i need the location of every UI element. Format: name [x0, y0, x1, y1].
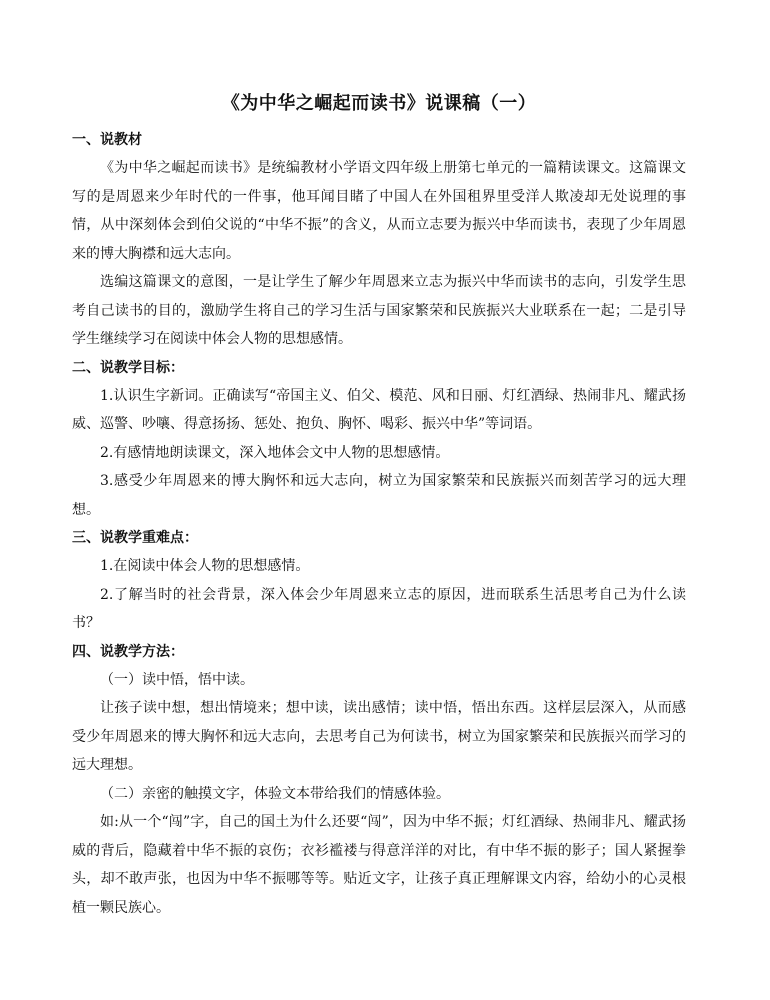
section-heading: 四、说教学方法： — [72, 643, 184, 660]
paragraph: 3.感受少年周恩来的博大胸怀和远大志向，树立为国家繁荣和民族振兴而刻苦学习的远大理想。 — [72, 473, 686, 518]
paragraph: 2.有感情地朗读课文，深入地体会文中人物的思想感情。 — [100, 444, 450, 461]
paragraph: 如:从一个“闯”字，自己的国土为什么还要“闯”，因为中华不振；灯红酒绿、热闹非凡、耀武扬威的背后，隐藏着中华不振的哀伤；衣衫褴褛与得意洋洋的对比，有中华不振的影子；国人紧握拳头，却不敢声张，也因为中华不振哪等等。贴近文字，让孩子真正理解课文内容，给幼小的心灵根植一颗民族心。 — [72, 814, 686, 916]
section-heading: 二、说教学目标： — [72, 359, 184, 376]
paragraph: 让孩子读中想，想出情境来；想中读，读出感情；读中悟，悟出东西。这样层层深入，从而感受少年周恩来的博大胸怀和远大志向，去思考自己为何读书，树立为国家繁荣和民族振兴而学习的远大理想。 — [72, 700, 686, 773]
section-teaching-goals — [72, 354, 686, 525]
paragraph: 1.认识生字新词。正确读写“帝国主义、伯父、模范、风和日丽、灯红酒绿、热闹非凡、耀武扬威、巡警、吵嚷、得意扬扬、惩处、抱负、胸怀、喝彩、振兴中华”等词语。 — [72, 387, 686, 432]
section-textbook — [72, 126, 686, 354]
paragraph: 2.了解当时的社会背景，深入体会少年周恩来立志的原因，进而联系生活思考自己为什么读书？ — [72, 586, 686, 631]
section-key-points — [72, 524, 686, 638]
section-heading: 一、说教材 — [72, 132, 142, 148]
paragraph: （一）读中悟，悟中读。 — [100, 671, 254, 688]
section-heading: 三、说教学重难点： — [72, 530, 198, 546]
section-teaching-methods — [72, 638, 686, 923]
paragraph: 《为中华之崛起而读书》是统编教材小学语文四年级上册第七单元的一篇精读课文。这篇课文写的是周恩来少年时代的一件事，他耳闻目睹了中国人在外国租界里受洋人欺凌却无处说理的事情，从中深刻体会到伯父说的“中华不振”的含义，从而立志要为振兴中华而读书，表现了少年周恩来的博大胸襟和远大志向。 — [72, 160, 686, 262]
paragraph: （二）亲密的触摸文字，体验文本带给我们的情感体验。 — [100, 785, 450, 802]
paragraph: 选编这篇课文的意图，一是让学生了解少年周恩来立志为振兴中华而读书的志向，引发学生思考自己读书的目的，激励学生将自己的学习生活与国家繁荣和民族振兴大业联系在一起；二是引导学生继续学习在阅读中体会人物的思想感情。 — [72, 274, 686, 347]
paragraph: 1.在阅读中体会人物的思想感情。 — [100, 558, 310, 574]
document-title: 《为中华之崛起而读书》说课稿（一） — [221, 93, 537, 114]
